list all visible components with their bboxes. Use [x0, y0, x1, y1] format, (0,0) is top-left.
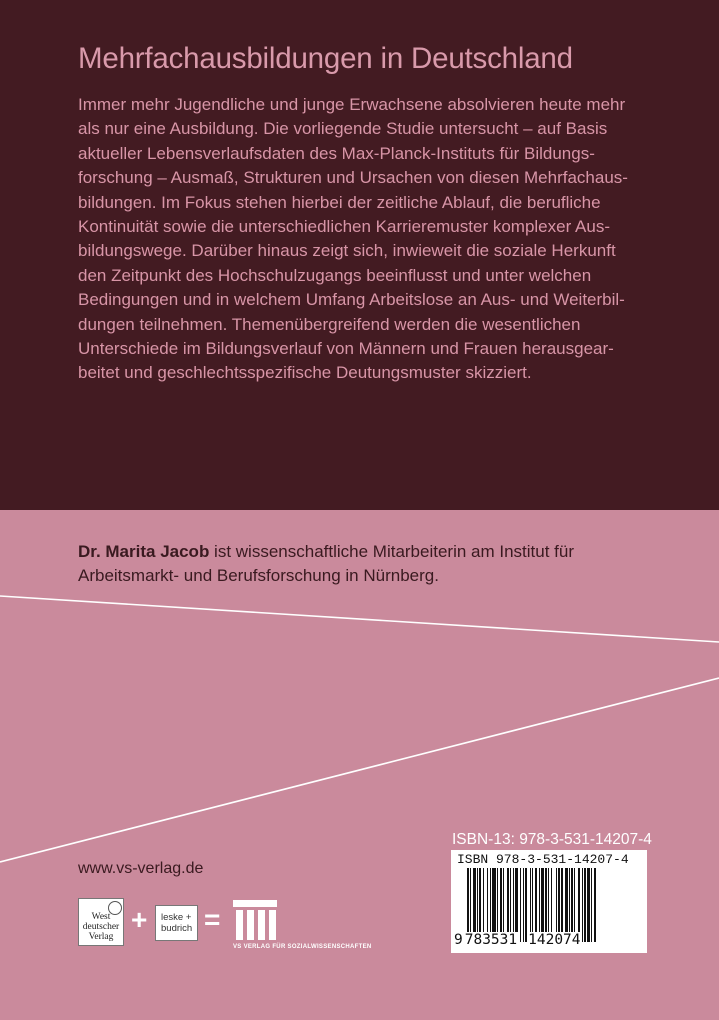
barcode-bar	[470, 868, 471, 942]
barcode-bar	[578, 868, 580, 942]
barcode-bar	[545, 868, 547, 942]
barcode-bar	[561, 868, 563, 942]
barcode-bars	[467, 868, 643, 942]
barcode-bar	[541, 868, 544, 942]
description-line: bildungen. Im Fokus stehen hierbei der zeitliche Ablauf, die berufliche	[78, 192, 601, 212]
barcode-bar	[513, 868, 514, 942]
barcode-digits	[454, 932, 644, 948]
barcode-bar	[525, 868, 527, 942]
leske-budrich-logo	[155, 905, 198, 941]
barcode-bar	[565, 868, 568, 942]
description-line: dungen teilnehmen. Themenübergreifend werden die wesentlichen	[78, 314, 581, 334]
publisher-logos	[78, 893, 408, 963]
barcode-bar	[473, 868, 476, 942]
barcode-bar	[582, 868, 583, 942]
isbn-13: ISBN-13: 978-3-531-14207-4	[452, 831, 652, 848]
plus-sign: +	[131, 904, 148, 935]
description-line: als nur eine Ausbildung. Die vorliegende Studie untersucht – auf Basis	[78, 119, 608, 139]
barcode-bar	[483, 868, 484, 942]
barcode-bar	[492, 868, 496, 942]
barcode-bar	[556, 868, 557, 942]
isbn-barcode	[451, 850, 647, 953]
barcode-bar	[507, 868, 509, 942]
author-name: Dr. Marita Jacob	[78, 542, 210, 561]
leske-logo-text: leske +	[161, 912, 192, 923]
barcode-bar	[587, 868, 590, 942]
barcode-bar	[558, 868, 560, 942]
description-line: aktueller Lebensverlaufsdaten des Max-Planck-Instituts für Bildungs-	[78, 143, 595, 163]
barcode-bar	[594, 868, 596, 942]
westdeutscher-verlag-logo	[78, 898, 124, 946]
barcode-bar	[477, 868, 478, 942]
barcode-bar	[479, 868, 481, 942]
description-line: beitet und geschlechtsspezifische Deutungsmuster skizziert.	[78, 363, 532, 383]
barcode-bar	[532, 868, 533, 942]
barcode-bar	[467, 868, 469, 942]
description-line: Bedingungen und in welchem Umfang Arbeitslose an Aus- und Weiterbil-	[78, 290, 625, 310]
barcode-isbn-text: ISBN 978-3-531-14207-4	[457, 852, 629, 867]
barcode-bar	[591, 868, 592, 942]
barcode-bar	[515, 868, 518, 942]
barcode-bar	[539, 868, 540, 942]
wdv-emblem-icon	[108, 901, 122, 915]
vs-verlag-logo-icon	[233, 900, 277, 940]
barcode-bar	[569, 868, 570, 942]
description-line: Kontinuität sowie die unterschiedlichen Karrieremuster komplexer Aus-	[78, 217, 610, 237]
barcode-bar	[500, 868, 502, 942]
book-title: Mehrfachausbildungen in Deutschland	[78, 42, 573, 75]
decorative-line	[0, 596, 719, 642]
author-bio-line: Arbeitsmarkt- und Berufsforschung in Nürnberg.	[78, 566, 439, 586]
barcode-bar	[510, 868, 511, 942]
barcode-bar	[551, 868, 552, 942]
equals-sign: =	[204, 904, 221, 935]
barcode-bar	[503, 868, 504, 942]
description-line: forschung – Ausmaß, Strukturen und Ursachen von diesen Mehrfachaus-	[78, 168, 628, 188]
wdv-logo-text: West	[91, 912, 111, 922]
description-line: den Zeitpunkt des Hochschulzugangs beeinflusst und unter welchen	[78, 265, 592, 285]
wdv-logo-text: deutscher	[82, 922, 120, 932]
publisher-website[interactable]: www.vs-verlag.de	[78, 860, 204, 877]
wdv-logo-text: Verlag	[88, 932, 114, 942]
description-line: bildungswege. Darüber hinaus zeigt sich, inwieweit die soziale Herkunft	[78, 241, 616, 261]
barcode-bar	[530, 868, 531, 942]
barcode-lead-digit: 9	[454, 932, 463, 948]
barcode-bar	[520, 868, 521, 942]
description-line: Unterschiede im Bildungsverlauf von Männern und Frauen herausgear-	[78, 339, 614, 359]
barcode-bar	[490, 868, 491, 942]
author-bio-text: ist wissenschaftliche Mitarbeiterin am Institut für	[209, 542, 575, 561]
barcode-bar	[497, 868, 498, 942]
barcode-bar	[487, 868, 488, 942]
leske-logo-text: budrich	[161, 923, 193, 934]
description-line: Immer mehr Jugendliche und junge Erwachsene absolvieren heute mehr	[78, 95, 626, 114]
barcode-bar	[523, 868, 524, 942]
barcode-digit-group: 142074	[528, 932, 581, 948]
vs-verlag-name: VS VERLAG FÜR SOZIALWISSENSCHAFTEN	[233, 944, 372, 950]
barcode-bar	[535, 868, 537, 942]
barcode-bar	[574, 868, 575, 942]
barcode-bar	[548, 868, 549, 942]
barcode-digit-group: 783531	[464, 932, 518, 948]
barcode-bar	[584, 868, 586, 942]
barcode-bar	[571, 868, 573, 942]
